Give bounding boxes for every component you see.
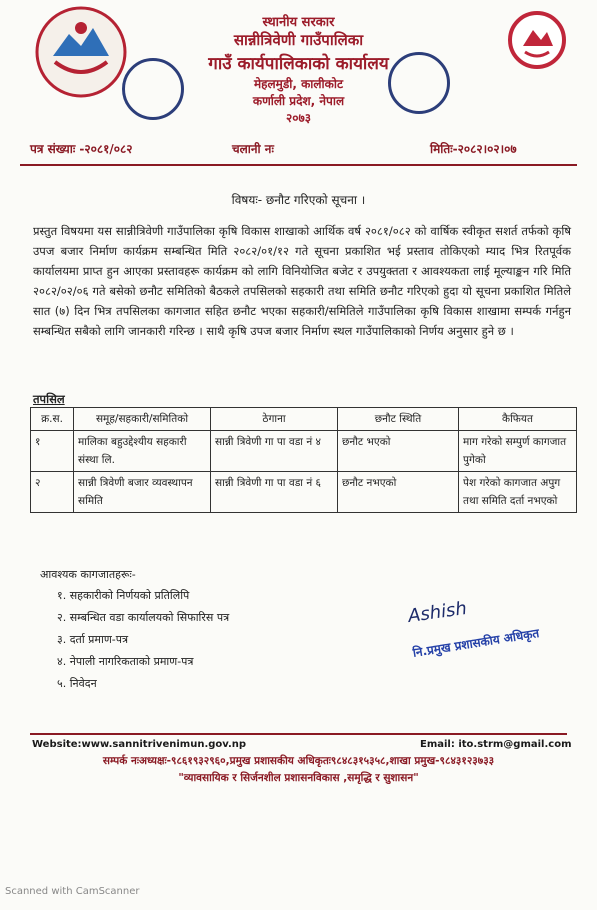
subject-line: विषयः- छनौट गरिएको सूचना । bbox=[231, 193, 366, 207]
header-remarks: कैफियत bbox=[459, 408, 577, 431]
header-group: समूह/सहकारी/समितिको bbox=[74, 408, 211, 431]
letter-date: मितिः-२०८२।०२।०७ bbox=[430, 142, 517, 156]
required-doc-item: १. सहकारीको निर्णयको प्रतिलिपि bbox=[57, 589, 190, 602]
header-line-1: स्थानीय सरकार bbox=[262, 15, 335, 30]
required-docs-title: आवश्यक कागजातहरूः- bbox=[40, 568, 136, 581]
cell-sn: १ bbox=[31, 431, 74, 472]
details-label: तपसिल bbox=[33, 392, 65, 406]
header-line-5: कर्णाली प्रदेश, नेपाल bbox=[252, 94, 345, 108]
letter-number: पत्र संख्याः -२०८१/०८२ bbox=[30, 142, 133, 156]
required-doc-item: ४. नेपाली नागरिकताको प्रमाण-पत्र bbox=[57, 655, 194, 668]
table-header-row bbox=[31, 408, 577, 431]
selection-table bbox=[30, 407, 577, 513]
header-line-2: सान्नीत्रिवेणी गाउँपालिका bbox=[233, 31, 364, 49]
header-sn: क्र.स. bbox=[31, 408, 74, 431]
table-row bbox=[31, 431, 577, 472]
required-doc-item: ३. दर्ता प्रमाण-पत्र bbox=[57, 633, 129, 646]
cell-group: सान्नी त्रिवेणी बजार व्यवस्थापन समिति bbox=[74, 472, 211, 513]
cell-sn: २ bbox=[31, 472, 74, 513]
cell-address: सान्नी त्रिवेणी गा पा वडा नं ६ bbox=[211, 472, 338, 513]
footer-slogan: "व्यावसायिक र सिर्जनशील प्रशासनविकास ,समृद्धि र सुशासन" bbox=[178, 772, 419, 784]
camscanner-watermark: Scanned with CamScanner bbox=[5, 886, 140, 897]
footer-email: Email: ito.strm@gmail.com bbox=[420, 739, 572, 750]
required-doc-item: ५. निवेदन bbox=[57, 677, 97, 690]
notice-body: प्रस्तुत विषयमा यस सान्नीत्रिवेणी गाउँपालिका कृषि विकास शाखाको आर्थिक वर्ष २०८१/०८२ को वार्षिक स्वीकृत सशर्त तर्फको कृषि उपज बजार निर्माण कार्यक्रम सम्बन्धित मिति २०८२/०१/१२ गते सूचना प्रकाशित भई प्रस्ताव तोकिएको म्याद भित्र रितपूर्वक कार्यालयमा प्राप्त हुन आएका प्रस्तावहरू कार्यक्रम को लागि विनियोजित बजेट र उपयुक्तता र आवश्यकता लाई मूल्याङ्कन गरि मिति २०८२/०२/०६ गते बसेको छनौट समितिको बैठकले तपसिलको सहकारी तथा समिति छनौट गरिएको हुदा यो सूचना प्रकाशित मितिले सात (७) दिन भित्र तपसिलका कागजात सहित छनौट भएका सहकारी/समितिले गाउँपालिका कृषि विकास शाखामा सम्पर्क गर्नहुन सम्बन्धित सबैको लागि जानकारी गरिन्छ । साथै कृषि उपज बजार निर्माण स्थल गाउँपालिकाको निर्णय अनुसार हुने छ । bbox=[33, 224, 571, 338]
footer-divider bbox=[30, 733, 567, 735]
signature-scribble: Ashish bbox=[406, 598, 469, 627]
header-line-6: २०७३ bbox=[286, 111, 311, 125]
cell-remarks: माग गरेको सम्पुर्ण कागजात पुगेको bbox=[459, 431, 577, 472]
footer-website: Website:www.sannitrivenimun.gov.np bbox=[32, 739, 247, 750]
header-divider bbox=[20, 164, 577, 166]
signatory-title: नि.प्रमुख प्रशासकीय अधिकृत bbox=[411, 626, 541, 660]
required-doc-item: २. सम्बन्धित वडा कार्यालयको सिफारिस पत्र bbox=[57, 611, 230, 624]
table-row bbox=[31, 472, 577, 513]
footer-contact: सम्पर्क नःअध्यक्षः-९८६१९३२९६०,प्रमुख प्रशासकीय अधिकृतः९८४८३१५३५८,शाखा प्रमुख-९८४३१२३७३३ bbox=[102, 755, 495, 767]
cell-remarks: पेश गरेको कागजात अपुग तथा समिति दर्ता नभएको bbox=[459, 472, 577, 513]
cell-group: मालिका बहुउद्देश्यीय सहकारी संस्था लि. bbox=[74, 431, 211, 472]
header-line-4: मेहलमुडी, कालीकोट bbox=[253, 77, 344, 91]
header-status: छनौट स्थिति bbox=[338, 408, 459, 431]
cell-status: छनौट नभएको bbox=[338, 472, 459, 513]
cell-status: छनौट भएको bbox=[338, 431, 459, 472]
header-address: ठेगाना bbox=[211, 408, 338, 431]
header-line-3: गाउँ कार्यपालिकाको कार्यालय bbox=[208, 54, 389, 74]
dispatch-number: चलानी नः bbox=[232, 142, 274, 156]
cell-address: सान्नी त्रिवेणी गा पा वडा नं ४ bbox=[211, 431, 338, 472]
